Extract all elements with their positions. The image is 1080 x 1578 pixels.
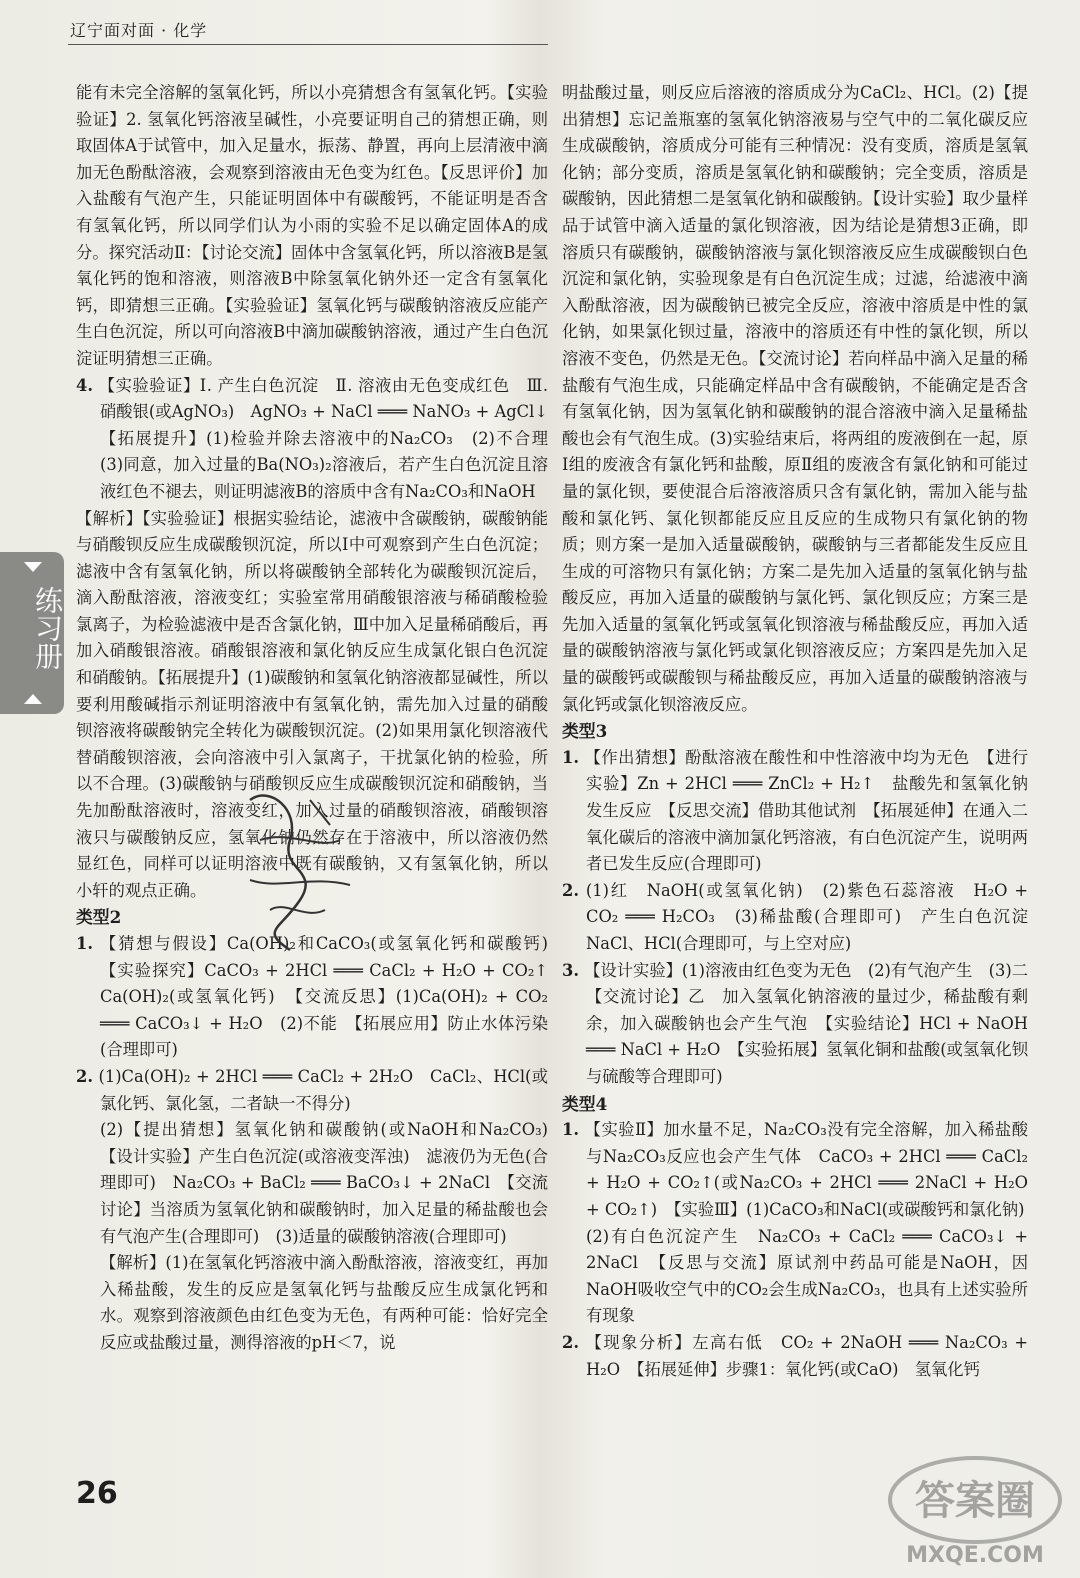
tab-arrow-down-icon [24, 562, 42, 572]
answer-item [562, 745, 1028, 878]
item-text: 【猜想与假设】Ca(OH)₂和CaCO₃(或氢氧化钙和碳酸钙) 【实验探究】CaCO₃ + 2HCl ═══ CaCl₂ + H₂O + CO₂↑ Ca(OH)₂(或氢氧化钙) 【交流反思】(1)Ca(OH)₂ + CO₂ ═══ CaCO₃↓ + H₂O (2)不能 【拓展应用】防止水体污染(合理即可) [100, 934, 565, 1060]
item-number: 2. [562, 1332, 579, 1352]
header-rule [68, 44, 548, 45]
section-heading: 类型3 [562, 721, 608, 742]
watermark-logo [880, 1450, 1070, 1570]
section-heading: 类型4 [562, 1093, 608, 1114]
item-number: 1. [562, 1120, 579, 1140]
side-tab-label: 练习册 [31, 586, 64, 670]
handwritten-scribble [230, 780, 370, 960]
item-number: 4. [76, 375, 93, 395]
answer-item [562, 878, 1045, 958]
item-number: 1. [76, 934, 93, 953]
svg-text:MXQE.COM: MXQE.COM [906, 1543, 1044, 1568]
item-text: 【现象分析】左高右低 CO₂ + 2NaOH ═══ Na₂CO₃ + H₂O 【拓展延伸】步骤1：氧化钙(或CaO) 氢氧化钙 [585, 1332, 1028, 1379]
item-text: 【实验Ⅱ】加水量不足，Na₂CO₃没有完全溶解，加入稀盐酸与Na₂CO₃反应也会产生气体 CaCO₃ + 2HCl ═══ CaCl₂ + H₂O + CO₂↑(或Na₂CO₃ + 2HCl ═══ 2NaCl + H₂O + CO₂↑) 【实验Ⅲ】(1)CaCO₃和NaCl(或碳酸钙和氯化钠) [584, 1120, 1028, 1219]
svg-text:答案圈: 答案圈 [915, 1478, 1035, 1524]
answer-item [76, 1064, 548, 1117]
item-text: 【设计实验】(1)溶液由红色变为无色 (2)有气泡产生 (3)二 【交流讨论】乙 加入氢氧化钠溶液的量过少，稀盐酸有剩余，加入碳酸钠也会产生气泡 【实验结论】HCl + NaOH ═══ NaCl + H₂O 【实验拓展】氢氧化铜和盐酸(或氢氧化钡与硫酸等合理即可) [584, 960, 1045, 1086]
answer-item [562, 1117, 1028, 1223]
item-number: 1. [562, 747, 579, 767]
page-header-title: 辽宁面对面 · 化学 [70, 21, 208, 40]
item-number: 2. [76, 1066, 93, 1086]
item-number: 2. [562, 880, 579, 900]
answer-item [76, 373, 565, 506]
answer-item [562, 958, 1045, 1091]
tab-arrow-up-icon [24, 694, 42, 704]
section-heading: 类型2 [76, 907, 122, 928]
item-text: (1)Ca(OH)₂ + 2HCl ═══ CaCl₂ + 2H₂O CaCl₂、HCl(或氯化钙、氯化氢，二者缺一不得分) [98, 1066, 548, 1113]
answer-paragraph: 能有未完全溶解的氢氧化钙，所以小亮猜想含有氢氧化钙。【实验验证】2. 氢氧化钙溶液呈碱性，小亮要证明自己的猜想正确，则取固体A于试管中，加入足量水，振荡、静置，再向上层清液中滴加无色酚酞溶液，会观察到溶液由无色变为红色。【反思评价】加入盐酸有气泡产生，只能证明固体中有碳酸钙，不能证明是否含有氢氧化钙，所以同学们认为小雨的实验不足以确定固体A的成分。探究活动Ⅱ：【讨论交流】固体中含氢氧化钙，所以溶液B是氢氧化钙的饱和溶液，则溶液B中除氢氧化钠外还一定含有氢氧化钙，即猜想三正确。【实验验证】氢氧化钙与碳酸钠溶液反应能产生白色沉淀，所以可向溶液B中滴加碳酸钠溶液，通过产生白色沉淀证明猜想三正确。 [76, 83, 548, 368]
item-text: 【作出猜想】酚酞溶液在酸性和中性溶液中均为无色 【进行实验】Zn + 2HCl ═══ ZnCl₂ + H₂↑ 盐酸先和氢氧化钠发生反应 【反思交流】借助其他试剂 【拓展延伸】在通入二氧化碳后的溶液中滴加氯化钙溶液，有白色沉淀产生，说明两者已发生反应(合理即可) [584, 747, 1028, 874]
item-text: 【实验验证】Ⅰ. 产生白色沉淀 Ⅱ. 溶液由无色变成红色 Ⅲ. 硝酸银(或AgNO₃) AgNO₃ + NaCl ═══ NaNO₃ + AgCl↓ 【拓展提升】(1)检验并除去溶液中的Na₂CO₃ (2)不合理 (3)同意，加入过量的Ba(NO₃)₂溶液后，若产生白色沉淀且溶液红色不褪去，则证明滤液B的溶质中含有Na₂CO₃和NaOH [98, 375, 565, 501]
right-column [562, 80, 1045, 1383]
page-number: 26 [76, 1476, 118, 1511]
left-column [76, 80, 565, 1357]
answer-paragraph: (2)【提出猜想】氢氧化钠和碳酸钠(或NaOH和Na₂CO₃) 【设计实验】产生白色沉淀(或溶液变浑浊) 滤液仍为无色(合理即可) Na₂CO₃ + BaCl₂ ═══ BaCO₃↓ + 2NaCl 【交流讨论】当溶质为氢氧化钠和碳酸钠时，加入足量的稀盐酸也会有气泡产生(合理即可) (3)适量的碳酸钠溶液(合理即可) [100, 1120, 565, 1246]
answer-paragraph: 【解析】(1)在氢氧化钙溶液中滴入酚酞溶液，溶液变红，再加入稀盐酸，发生的反应是氢氧化钙与盐酸反应生成氯化钙和水。观察到溶液颜色由红色变为无色，有两种可能：恰好完全反应或盐酸过量，测得溶液的pH＜7，说 [100, 1253, 548, 1352]
side-tab [0, 552, 64, 714]
answer-item [562, 1330, 1028, 1383]
item-text: (1)红 NaOH(或氢氧化钠) (2)紫色石蕊溶液 H₂O + CO₂ ═══ H₂CO₃ (3)稀盐酸(合理即可) 产生白色沉淀 NaCl、HCl(合理即可，与上空对应) [585, 880, 1045, 953]
answer-paragraph: 明盐酸过量，则反应后溶液的溶质成分为CaCl₂、HCl。(2)【提出猜想】忘记盖瓶塞的氢氧化钠溶液易与空气中的二氧化碳反应生成碳酸钠，溶质成分可能有三种情况：没有变质，溶质是氢氧化钠；部分变质，溶质是氢氧化钠和碳酸钠；完全变质，溶质是碳酸钠，因此猜想二是氢氧化钠和碳酸钠。【设计实验】取少量样品于试管中滴入适量的氯化钡溶液，因为结论是猜想3正确，即溶质只有碳酸钠，碳酸钠溶液与氯化钡溶液反应生成碳酸钡白色沉淀和氯化钠，实验现象是有白色沉淀生成；过滤，给滤液中滴入酚酞溶液，因为碳酸钠已被完全反应，溶液中溶质是中性的氯化钠，如果氯化钡过量，溶液中的溶质还有中性的氯化钡，所以溶液不变色，仍然是无色。【交流讨论】若向样品中滴入足量的稀盐酸有气泡生成，只能确定样品中含有碳酸钠，不能确定是否含有氢氧化钠，因为氢氧化钠和碳酸钠的混合溶液中滴入足量稀盐酸也会有气泡生成。(3)实验结束后，将两组的废液倒在一起，原Ⅰ组的废液含有氯化钙和盐酸，原Ⅱ组的废液含有氯化钠和可能过量的氯化钡，要使混合后溶液溶质只含有氯化钠，需加入能与盐酸和氯化钙、氯化钡都能反应且反应的生成物只有氯化钠的物质；则方案一是加入适量碳酸钠，碳酸钠与三者都能发生反应且生成的可溶物只有氯化钠；方案二是先加入适量的氢氧化钠与盐酸反应，再加入适量的碳酸钠与氯化钙、氯化钡反应；方案三是先加入适量的氢氧化钙或氢氧化钡溶液与稀盐酸反应，再加入适量的碳酸钠溶液与氯化钙或氯化钡溶液反应；方案四是先加入足量的碳酸钙或碳酸钡与稀盐酸反应，再加入适量的碳酸钠溶液与氯化钙或氯化钡溶液反应。 [562, 83, 1028, 714]
item-number: 3. [562, 960, 579, 980]
answer-paragraph: 【解析】【实验验证】根据实验结论，滤液中含碳酸钠，碳酸钠能与硝酸钡反应生成碳酸钡沉淀，所以Ⅰ中可观察到产生白色沉淀；滤液中含有氢氧化钠，所以将碳酸钠全部转化为碳酸钡沉淀后，滴入酚酞溶液，溶液变红；实验室常用硝酸银溶液与稀硝酸检验氯离子，为检验滤液中是否含氯化钠，Ⅲ中加入足量稀硝酸后，再加入硝酸银溶液。硝酸银溶液和氯化钠反应生成氯化银白色沉淀和硝酸钠。【拓展提升】(1)碳酸钠和氢氧化钠溶液都显碱性，所以要利用酸碱指示剂证明溶液中有氢氧化钠，需先加入过量的硝酸钡溶液将碳酸钠完全转化为碳酸钡沉淀。(2)如果用氯化钡溶液代替硝酸钡溶液，会向溶液中引入氯离子，干扰氯化钠的检验，所以不合理。(3)碳酸钠与硝酸钡反应生成碳酸钡沉淀和硝酸钠，当先加酚酞溶液时，溶液变红，加入过量的硝酸钡溶液，硝酸钡溶液只与碳酸钠反应，氢氧化钠仍然存在于溶液中，所以溶液仍然显红色，同样可以证明溶液中既有碳酸钠，又有氢氧化钠，所以小轩的观点正确。 [76, 508, 548, 900]
answer-paragraph: (2)有白色沉淀产生 Na₂CO₃ + CaCl₂ ═══ CaCO₃↓ + 2NaCl 【反思与交流】原试剂中药品可能是NaOH，因NaOH吸收空气中的CO₂会生成Na₂CO₃，也具有上述实验所有现象 [586, 1226, 1028, 1326]
